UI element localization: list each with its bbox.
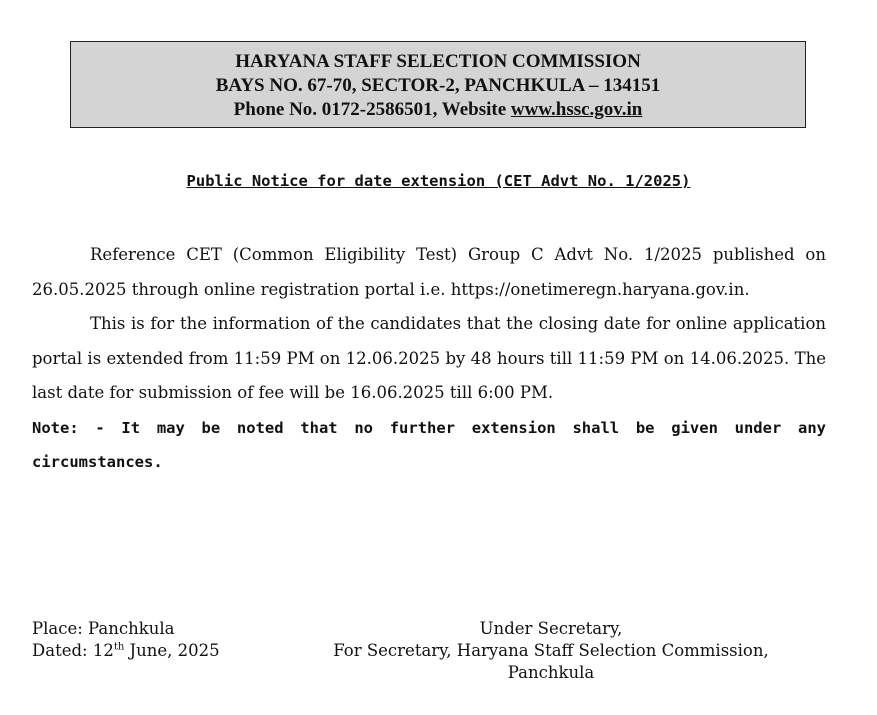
place-date-block	[32, 618, 220, 662]
dated-suffix: June, 2025	[124, 641, 220, 660]
reference-paragraph: Reference CET (Common Eligibility Test) Group C Advt No. 1/2025 published on 26.05.2025 through online registration portal i.e. https://onetimeregn.haryana.gov.in.	[32, 245, 826, 299]
signatory-for: For Secretary, Haryana Staff Selection Commission,	[333, 641, 769, 660]
dated-prefix: Dated: 12	[32, 641, 114, 660]
note-paragraph: Note: - It may be noted that no further extension shall be given under any circumstances.	[32, 418, 826, 471]
notice-body	[32, 238, 826, 479]
org-address: BAYS NO. 67-70, SECTOR-2, PANCHKULA – 134151	[215, 75, 661, 96]
signatory-title: Under Secretary,	[479, 619, 623, 638]
website-link[interactable]: www.hssc.gov.in	[510, 99, 643, 120]
signature-block	[300, 618, 802, 684]
dated-text	[32, 640, 220, 662]
phone-text: Phone No. 0172-2586501, Website	[233, 99, 511, 120]
signatory-place: Panchkula	[507, 663, 595, 682]
place-text: Place: Panchkula	[32, 619, 175, 638]
dated-superscript: th	[113, 641, 125, 653]
information-paragraph: This is for the information of the candidates that the closing date for online application portal is extended from 11:59 PM on 12.06.2025 by 48 hours till 11:59 PM on 14.06.2025. The last date for submission of fee will be 16.06.2025 till 6:00 PM.	[32, 314, 826, 402]
org-name: HARYANA STAFF SELECTION COMMISSION	[235, 51, 641, 72]
org-contact	[71, 98, 805, 122]
letterhead	[70, 41, 806, 128]
notice-title: Public Notice for date extension (CET Advt No. 1/2025)	[186, 172, 691, 190]
